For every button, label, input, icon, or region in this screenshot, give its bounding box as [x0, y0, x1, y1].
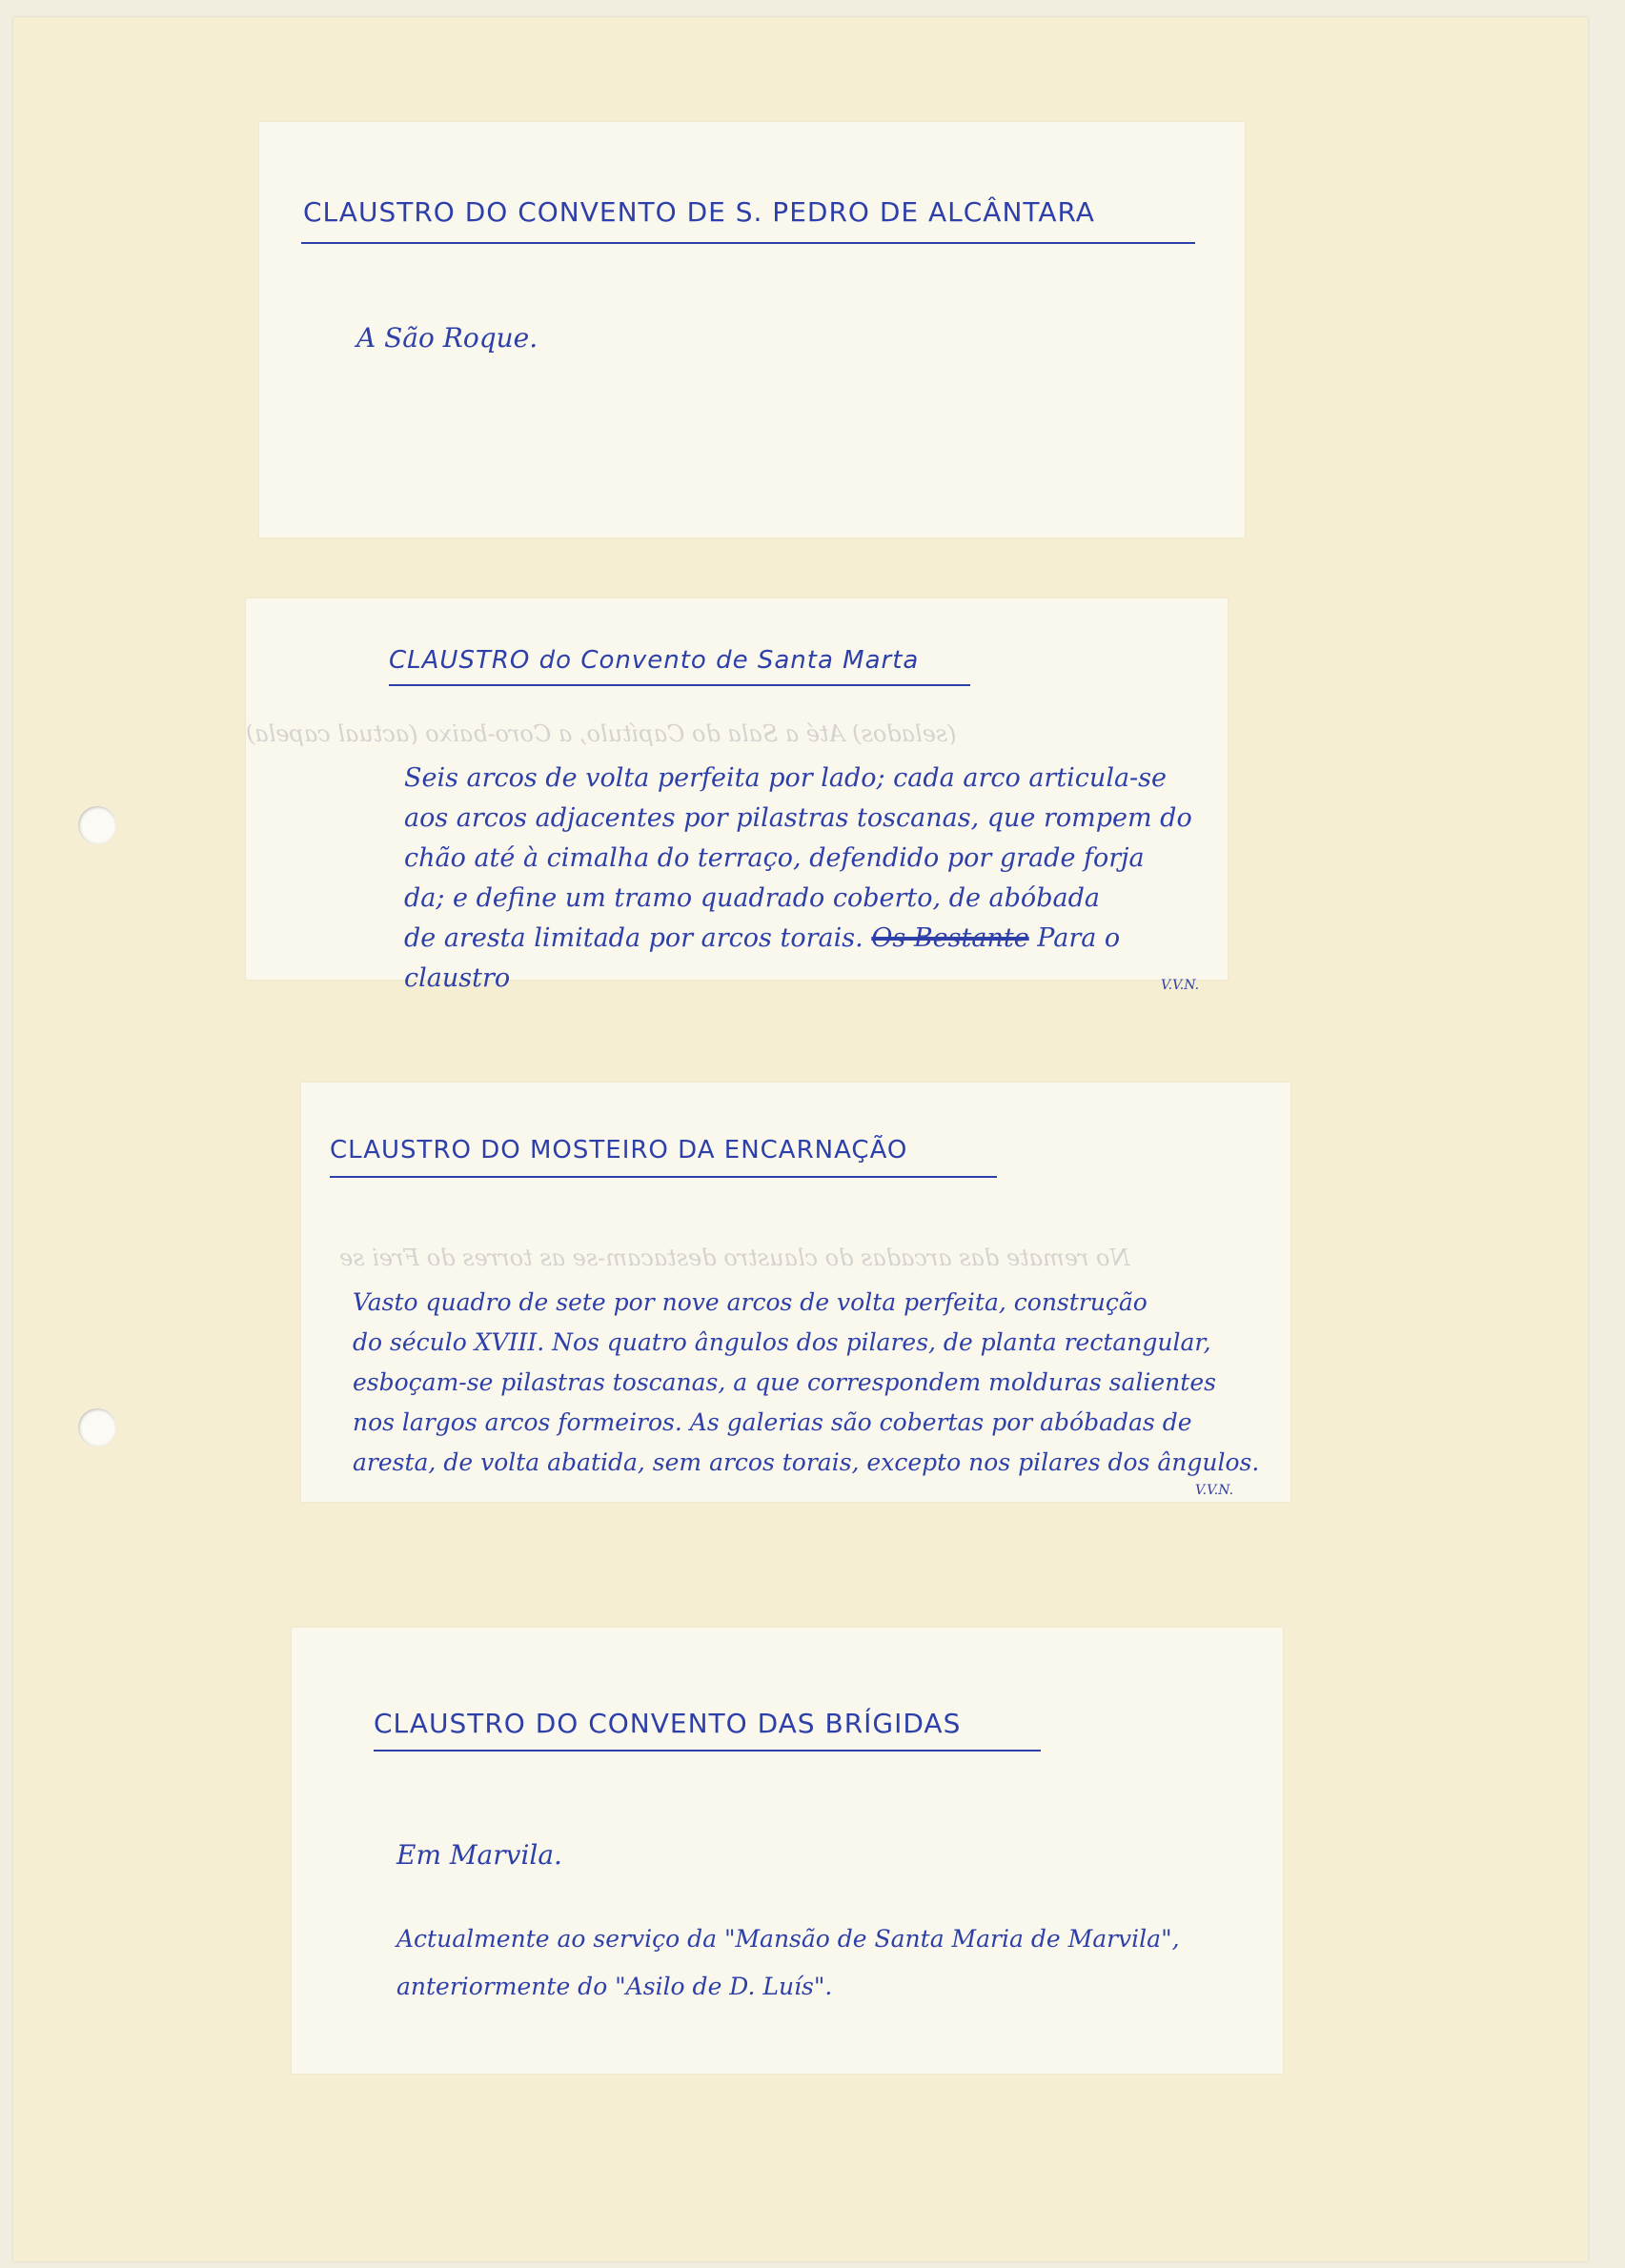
card-title: CLAUSTRO DO MOSTEIRO DA ENCARNAÇÃO: [330, 1136, 908, 1164]
text-line: de aresta limitada por arcos torais.: [404, 923, 863, 953]
faded-show-through-text: No remate das arcadas do claustro destacam-se as torres do Frei se: [339, 1245, 1130, 1271]
text-line: nos largos arcos formeiros. As galerias são cobertas por abóbadas de: [353, 1408, 1192, 1436]
card-note: A São Roque.: [356, 322, 538, 354]
card-title: CLAUSTRO do Convento de Santa Marta: [389, 646, 920, 675]
card-text: [353, 1283, 1287, 1483]
text-line-last: [404, 919, 1224, 999]
author-initials: V.V.N.: [1161, 978, 1200, 993]
title-underline: [389, 684, 970, 686]
card-title: CLAUSTRO DO CONVENTO DE S. PEDRO DE ALCÂNTARA: [303, 196, 1095, 228]
title-underline: [301, 242, 1195, 244]
card-note: Actualmente ao serviço da "Mansão de Santa Maria de Marvila",: [396, 1925, 1180, 1953]
title-underline: [374, 1750, 1041, 1752]
crossed-out-text: Os Bestante: [871, 923, 1029, 953]
author-initials: V.V.N.: [1195, 1483, 1234, 1498]
text-line: da; e define um tramo quadrado coberto, de abóbada: [404, 883, 1100, 913]
faded-show-through-text: (selados) Até a Sala do Capítulo, a Coro-baixo (actual capela): [246, 720, 957, 747]
text-line: aos arcos adjacentes por pilastras toscanas, que rompem do: [404, 803, 1192, 833]
text-line: aresta, de volta abatida, sem arcos torais, excepto nos pilares dos ângulos.: [353, 1448, 1260, 1476]
card-santa-marta: [246, 598, 1228, 993]
card-convento-das-brigidas: [292, 1628, 1283, 2074]
text-line: Vasto quadro de sete por nove arcos de volta perfeita, construção: [353, 1288, 1148, 1316]
text-line: chão até à cimalha do terraço, defendido por grade forja: [404, 843, 1145, 873]
card-text: [404, 759, 1224, 999]
punch-hole-bottom: [78, 1408, 116, 1447]
text-line: Seis arcos de volta perfeita por lado; cada arco articula-se: [404, 763, 1168, 793]
card-sao-pedro-de-alcantara: [259, 122, 1245, 537]
card-note: anteriormente do "Asilo de D. Luís".: [396, 1973, 833, 2000]
text-line: do século XVIII. Nos quatro ângulos dos pilares, de planta rectangular,: [353, 1328, 1211, 1356]
card-note: Em Marvila.: [396, 1839, 562, 1871]
punch-hole-top: [78, 806, 116, 844]
text-line: esboçam-se pilastras toscanas, a que correspondem molduras salientes: [353, 1368, 1216, 1396]
card-title: CLAUSTRO DO CONVENTO DAS BRÍGIDAS: [374, 1708, 962, 1739]
text-continuation: Para o claustro: [404, 923, 1121, 993]
card-mosteiro-da-encarnacao: [301, 1083, 1290, 1502]
title-underline: [330, 1176, 997, 1178]
album-page: [13, 17, 1588, 2261]
